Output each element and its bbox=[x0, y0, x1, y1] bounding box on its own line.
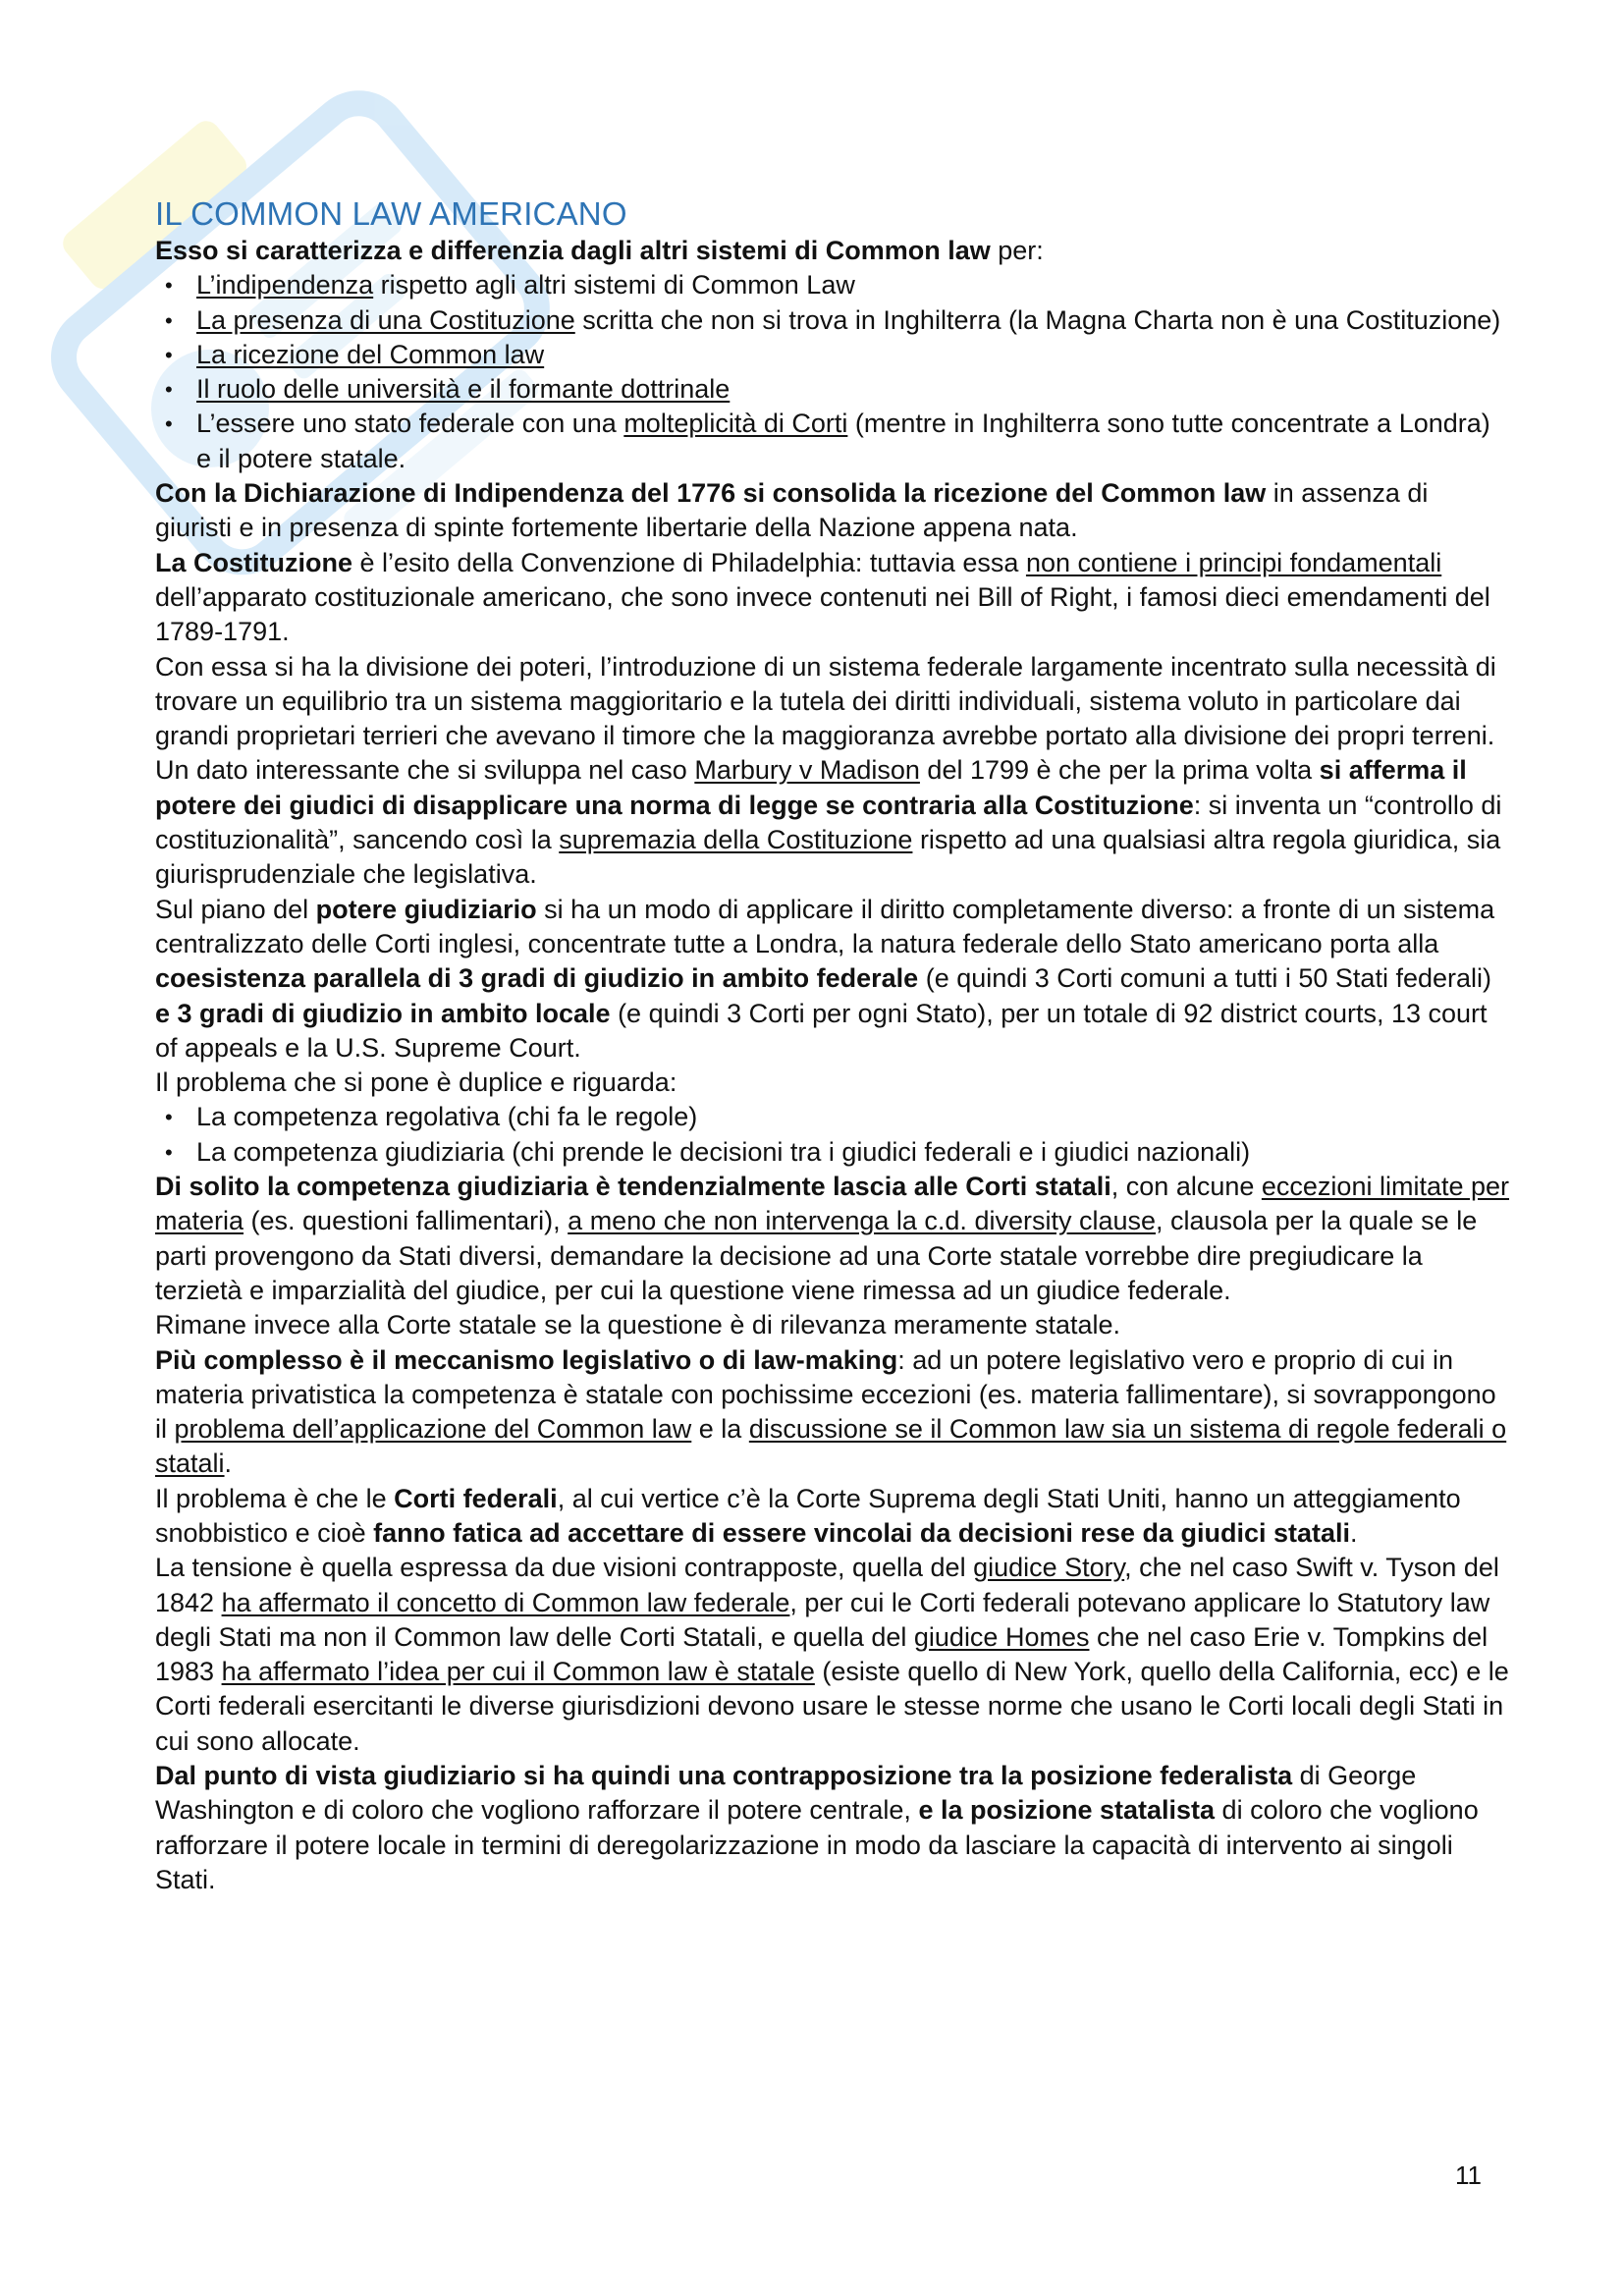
paragraph-problem: Il problema che si pone è duplice e riguarda: bbox=[155, 1067, 677, 1098]
document-body bbox=[155, 194, 1510, 1897]
list-item: • L’indipendenza rispetto agli altri sistemi di Common Law bbox=[196, 268, 1510, 302]
features-list bbox=[155, 268, 1510, 476]
page-number: 11 bbox=[1455, 2160, 1482, 2190]
list-item: • La competenza giudiziaria (chi prende le decisioni tra i giudici federali e i giudici nazionali) bbox=[196, 1135, 1510, 1170]
paragraph-judicial-competence: Di solito la competenza giudiziaria è tendenzialmente lascia alle Corti statali, con alcune eccezioni limitate per materia (es. questioni fallimentari), a meno che non intervenga la c.d. diversity clause, clausola per la quale se le parti provengono da Stati diversi, demandare la decisione ad una Corte statale vorrebbe dire pregiudicare la terzietà e imparzialità del giudice, per cui la questione viene rimessa ad un giudice federale. bbox=[155, 1172, 1510, 1305]
list-item: • Il ruolo delle università e il formante dottrinale bbox=[196, 372, 1510, 407]
list-item: • La competenza regolativa (chi fa le regole) bbox=[196, 1100, 1510, 1134]
paragraph-conclusion: Dal punto di vista giudiziario si ha quindi una contrapposizione tra la posizione federalista di George Washington e di coloro che vogliono rafforzare il potere centrale, e la posizione statalista di coloro che vogliono rafforzare il potere locale in termini di deregolarizzazione in modo da lasciare la capacità di intervento ai singoli Stati. bbox=[155, 1761, 1479, 1894]
paragraph-constitution: La Costituzione è l’esito della Convenzione di Philadelphia: tuttavia essa non contiene i principi fondamentali dell’apparato costituzionale americano, che sono invece contenuti nei Bill of Right, i famosi dieci emendamenti del 1789-1791. bbox=[155, 547, 1490, 647]
intro-paragraph: Esso si caratterizza e differenzia dagli altri sistemi di Common law per: bbox=[155, 236, 1044, 265]
page-title: IL COMMON LAW AMERICANO bbox=[155, 195, 627, 232]
paragraph-judicial-power: Sul piano del potere giudiziario si ha un modo di applicare il diritto completamente diverso: a fronte di un sistema centralizzato delle Corti inglesi, concentrate tutte a Londra, la natura federale dello Stato americano porta alla coesistenza parallela di 3 gradi di giudizio in ambito federale (e quindi 3 Corti comuni a tutti i 50 Stati federali) e 3 gradi di giudizio in ambito locale (e quindi 3 Corti per ogni Stato), per un totale di 92 district courts, 13 court of appeals e la U.S. Supreme Court. bbox=[155, 894, 1495, 1063]
paragraph-declaration: Con la Dichiarazione di Indipendenza del 1776 si consolida la ricezione del Common law in assenza di giuristi e in presenza di spinte fortemente libertarie della Nazione appena nata. bbox=[155, 478, 1429, 543]
paragraph-state-court: Rimane invece alla Corte statale se la questione è di rilevanza meramente statale. bbox=[155, 1310, 1121, 1340]
list-item: • L’essere uno stato federale con una molteplicità di Corti (mentre in Inghilterra sono tutte concentrate a Londra) e il potere statale. bbox=[196, 407, 1510, 476]
paragraph-marbury: Un dato interessante che si sviluppa nel caso Marbury v Madison del 1799 è che per la prima volta si afferma il potere dei giudici di disapplicare una norma di legge se contraria alla Costituzione: si inventa un “controllo di costituzionalità”, sancendo così la supremazia della Costituzione rispetto ad una qualsiasi altra regola giuridica, sia giurisprudenziale che legislativa. bbox=[155, 755, 1502, 890]
list-item: • La ricezione del Common law bbox=[196, 338, 1510, 372]
list-item: • La presenza di una Costituzione scritta che non si trova in Inghilterra (la Magna Charta non è una Costituzione) bbox=[196, 303, 1510, 338]
competence-list bbox=[155, 1100, 1510, 1170]
paragraph-federal-courts: Il problema è che le Corti federali, al cui vertice c’è la Corte Suprema degli Stati Uniti, hanno un atteggiamento snobbistico e cioè fanno fatica ad accettare di essere vincolai da decisioni rese da giudici statali. bbox=[155, 1483, 1461, 1548]
paragraph-division-powers: Con essa si ha la divisione dei poteri, l’introduzione di un sistema federale largamente incentrato sulla necessità di trovare un equilibrio tra un sistema maggioritario e la tutela dei diritti individuali, sistema voluto in particolare dai grandi proprietari terrieri che avevano il timore che la maggioranza avrebbe portato alla divisione dei propri terreni. bbox=[155, 651, 1496, 751]
paragraph-law-making: Più complesso è il meccanismo legislativo o di law-making: ad un potere legislativo vero e proprio di cui in materia privatistica la competenza è statale con pochissime eccezioni (es. materia fallimentare), si sovrappongono il problema dell’applicazione del Common law e la discussione se il Common law sia un sistema di regole federali o statali. bbox=[155, 1344, 1507, 1479]
paragraph-tension: La tensione è quella espressa da due visioni contrapposte, quella del giudice Story, che nel caso Swift v. Tyson del 1842 ha affermato il concetto di Common law federale, per cui le Corti federali potevano applicare lo Statutory law degli Stati ma non il Common law delle Corti Statali, e quella del giudice Homes che nel caso Erie v. Tompkins del 1983 ha affermato l’idea per cui il Common law è statale (esiste quello di New York, quello della California, ecc) e le Corti federali esercitanti le diverse giurisdizioni devono usare le stesse norme che usano le Corti locali degli Stati in cui sono allocate. bbox=[155, 1553, 1509, 1756]
